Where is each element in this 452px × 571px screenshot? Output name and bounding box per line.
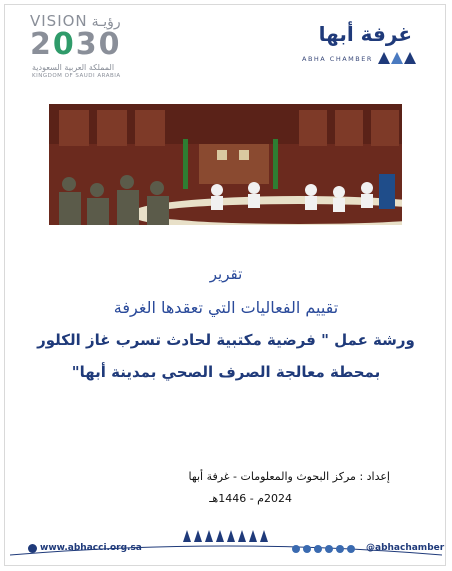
facebook-icon[interactable] — [303, 545, 311, 553]
vision-arabic: رؤيـة — [91, 14, 121, 30]
vision-sub-arabic: المملكة العربية السعودية — [32, 63, 115, 72]
vision-word: VISION — [30, 12, 88, 30]
chamber-arabic-name: غرفة أبها — [318, 22, 412, 46]
vision-year-part-1: 2 — [30, 27, 53, 62]
globe-icon — [28, 544, 37, 553]
evaluation-title: تقييم الفعاليات التي تعقدها الغرفة — [113, 298, 339, 317]
snapchat-icon[interactable] — [336, 545, 344, 553]
report-date: 2024م - 1446هـ — [209, 492, 292, 505]
vision-year — [30, 27, 122, 62]
workshop-title-line-1: ورشة عمل " فرضية مكتبية لحادث تسرب غاز الكلور — [37, 331, 415, 349]
x-icon[interactable] — [292, 545, 300, 553]
vision-year-part-2: 0 — [52, 27, 76, 62]
youtube-icon[interactable] — [325, 545, 333, 553]
prepared-by: إعداد : مركز البحوث والمعلومات - غرفة أبها — [188, 470, 390, 483]
workshop-title-line-2: بمحطة معالجة الصرف الصحي بمدينة أبها" — [71, 363, 381, 381]
report-label: تقرير — [209, 265, 243, 283]
instagram-icon[interactable] — [314, 545, 322, 553]
vision-year-part-3: 30 — [75, 27, 122, 62]
chamber-english-name: ABHA CHAMBER — [302, 55, 373, 63]
abha-chamber-logo — [300, 22, 418, 67]
decorative-pattern-icon — [183, 530, 269, 542]
chamber-triangles-icon — [378, 52, 418, 64]
website-link[interactable]: www.abhacci.org.sa — [40, 543, 142, 553]
meeting-photo — [49, 104, 402, 225]
tiktok-icon[interactable] — [347, 545, 355, 553]
vision-2030-logo — [30, 12, 140, 80]
vision-sub-english: KINGDOM OF SAUDI ARABIA — [32, 73, 121, 79]
social-handle[interactable]: @abhachamber — [366, 543, 445, 553]
